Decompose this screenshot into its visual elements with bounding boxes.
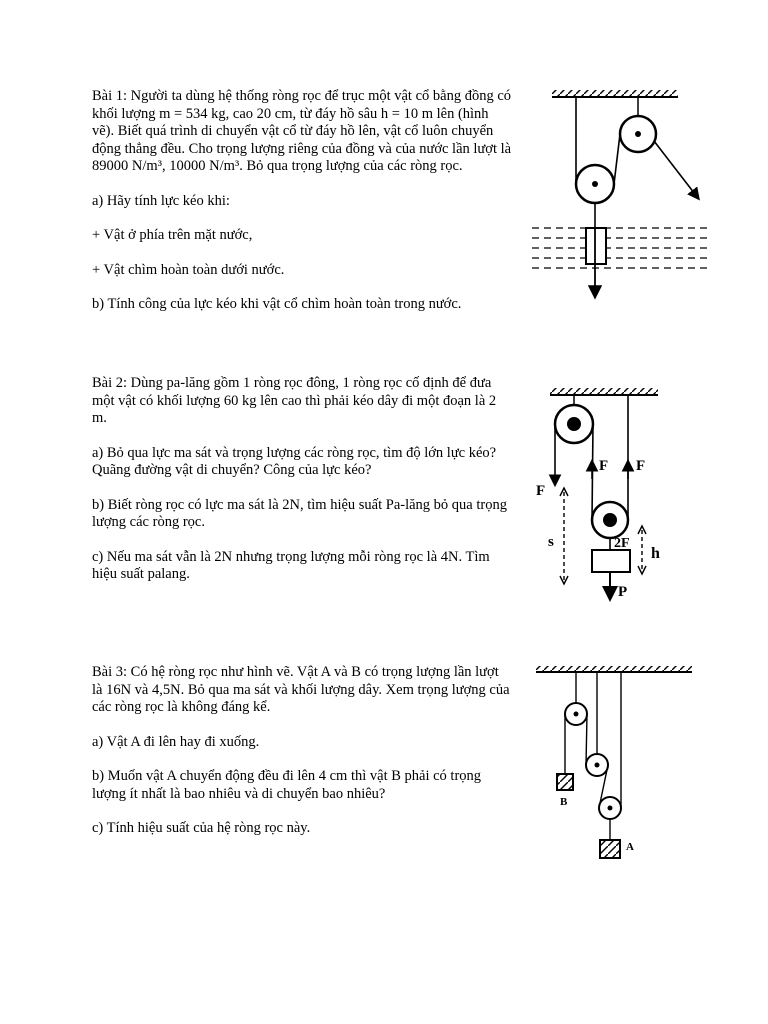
block-a <box>600 840 620 858</box>
problem-3-intro: Bài 3: Có hệ ròng rọc như hình vẽ. Vật A và B có trọng lượng lần lượt là 16N và 4,5N. Bỏ qua ma sát và khối lượng dây. Xem trọng lượng của các ròng rọc là không đáng kể. <box>92 664 510 715</box>
problem-1-intro: Bài 1: Người ta dùng hệ thống ròng rọc để trục một vật cổ bằng đồng có khối lượng m = 534 kg, cao 20 cm, từ đáy hồ sâu h = 10 m lên (hình vẽ). Biết quá trình di chuyển vật cổ từ đáy hồ lên, vật cổ luôn chuyển động thẳng đều. Cho trọng lượng riêng của đồng và của nước lần lượt là 89000 N/m³, 10000 N/m³. Bỏ qua trọng lượng của các ròng rọc. <box>92 88 512 174</box>
label-p: P <box>618 584 628 600</box>
ceiling <box>536 666 692 672</box>
problem-2-question-c: c) Nếu ma sát vẫn là 2N nhưng trọng lượng mỗi ròng rọc là 4N. Tìm hiệu suất palang. <box>92 548 490 582</box>
label-f-mid: F <box>599 458 609 474</box>
problem-1-question-b: b) Tính công của lực kéo khi vật cổ chìm hoàn toàn trong nước. <box>92 296 462 312</box>
label-b: B <box>560 796 568 808</box>
problem-3-question-b: b) Muốn vật A chuyển động đều đi lên 4 cm thì vật B phải có trọng lượng ít nhất là bao nhiêu và di chuyển bao nhiêu? <box>92 768 482 802</box>
load-block <box>592 550 630 572</box>
figure-3-pulley-system <box>528 662 708 866</box>
label-2f: 2F <box>614 536 630 551</box>
problem-2 <box>92 375 512 584</box>
problem-1-question-a1: + Vật ở phía trên mặt nước, <box>92 227 253 243</box>
label-a: A <box>626 841 634 853</box>
problem-1 <box>92 88 512 314</box>
figure-1-pulley-water <box>528 86 718 308</box>
problem-3 <box>92 664 512 838</box>
problem-2-question-a: a) Bỏ qua lực ma sát và trọng lượng các ròng rọc, tìm độ lớn lực kéo? Quãng đường vật di chuyển? Công của lực kéo? <box>92 444 497 478</box>
label-f-right: F <box>636 458 646 474</box>
problem-1-question-a: a) Hãy tính lực kéo khi: <box>92 192 230 209</box>
block-b <box>557 774 573 790</box>
water <box>532 228 710 268</box>
problem-3-question-a: a) Vật A đi lên hay đi xuống. <box>92 733 260 750</box>
problem-2-question-b: b) Biết ròng rọc có lực ma sát là 2N, tìm hiệu suất Pa-lăng bỏ qua trọng lượng các ròng rọc. <box>92 496 507 530</box>
submerged-object <box>586 228 606 264</box>
label-f-left: F <box>536 483 546 499</box>
ceiling <box>550 388 658 395</box>
label-s: s <box>548 534 554 550</box>
ceiling <box>552 90 678 97</box>
problem-2-intro: Bài 2: Dùng pa-lăng gồm 1 ròng rọc đông, 1 ròng rọc cố định để đưa một vật có khối lượng 60 kg lên cao thì phải kéo dây đi một đoạn là 2 m. <box>92 375 497 426</box>
problem-1-question-a2: + Vật chìm hoàn toàn dưới nước. <box>92 261 285 278</box>
label-h: h <box>651 545 660 562</box>
problem-3-question-c: c) Tính hiệu suất của hệ ròng rọc này. <box>92 820 311 836</box>
figure-2-pulley-block <box>528 384 708 606</box>
